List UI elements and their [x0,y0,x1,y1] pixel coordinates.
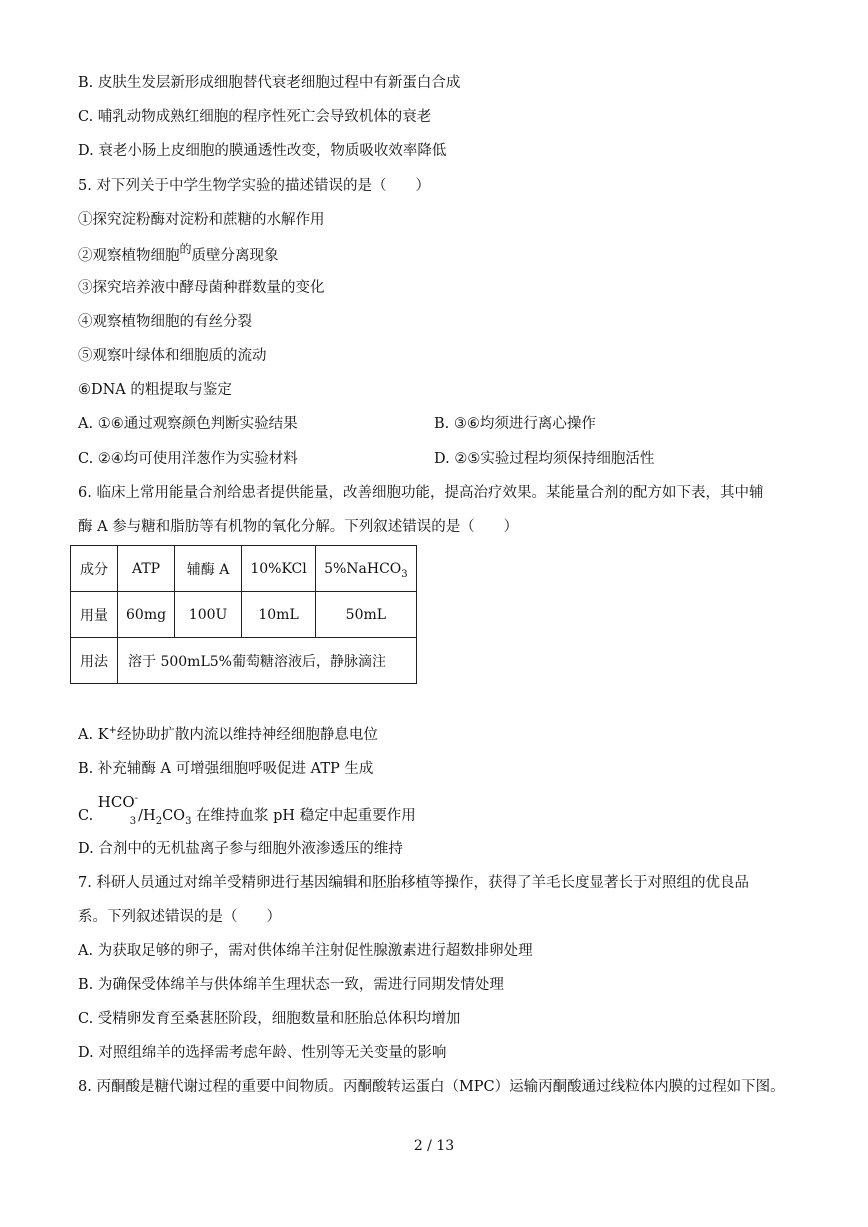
formula-table [70,545,417,684]
table-row [71,638,417,684]
option-7c: C. 受精卵发育至桑葚胚阶段，细胞数量和胚胎总体积均增加 [78,1011,461,1027]
option-5a: A. ①⑥通过观察颜色判断实验结果 [78,416,298,432]
option-4b: B. 皮肤生发层新形成细胞替代衰老细胞过程中有新蛋白合成 [78,75,461,91]
bicarbonate-formula [97,793,139,827]
table-cell: 60mg [118,592,175,638]
question-8: 8. 丙酮酸是糖代谢过程的重要中间物质。丙酮酸转运蛋白（MPC）运输丙酮酸通过线粒体内膜的过程如下图。 [78,1079,785,1095]
table-cell [316,546,417,592]
table-cell: 10%KCl [242,546,316,592]
item-2-part-c: 质壁分离现象 [191,248,279,264]
option-4c: C. 哺乳动物成熟红细胞的程序性死亡会导致机体的衰老 [78,109,432,125]
option-7a: A. 为获取足够的卵子，需对供体绵羊注射促性腺激素进行超数排卵处理 [78,943,533,959]
table-cell: 用量 [71,592,118,638]
option-6a-pre: A. K [78,727,109,743]
question-5: 5. 对下列关于中学生物学实验的描述错误的是（ ） [78,178,430,194]
table-cell: 溶于 500mL5%葡萄糖溶液后，静脉滴注 [118,638,417,684]
option-6c [78,793,416,827]
option-6c-co: CO [162,808,186,824]
hco-top [98,792,138,812]
page-number: 2 / 13 [413,1138,455,1154]
option-6c-pre: C. [78,808,98,824]
table-cell: 辅酶 A [175,546,242,592]
item-4: ④观察植物细胞的有丝分裂 [78,314,252,330]
question-7-line-2: 系。下列叙述错误的是（ ） [78,909,281,925]
item-2-part-a: ②观察植物细胞 [78,248,180,264]
item-2 [78,242,279,266]
option-5b: B. ③⑥均须进行离心操作 [434,416,596,432]
nahco-label: 5%NaHCO [324,560,402,577]
option-6d: D. 合剂中的无机盐离子参与细胞外液渗透压的维持 [78,841,403,857]
option-7b: B. 为确保受体绵羊与供体绵羊生理状态一致，需进行同期发情处理 [78,977,504,993]
hco-sup: - [134,793,139,804]
item-6: ⑥DNA 的粗提取与鉴定 [78,382,232,398]
hco-sub: 3 [129,815,137,827]
option-4d: D. 衰老小肠上皮细胞的膜通透性改变，物质吸收效率降低 [78,143,447,159]
option-6c-mid: /H [138,808,156,824]
option-6a-sup: + [108,725,117,737]
table-cell: 10mL [242,592,316,638]
table-cell: 成分 [71,546,118,592]
item-5: ⑤观察叶绿体和细胞质的流动 [78,348,267,364]
table-cell: 用法 [71,638,118,684]
table-row [71,592,417,638]
nahco-subscript: 3 [401,568,408,580]
table-cell: ATP [118,546,175,592]
option-5c: C. ②④均可使用洋葱作为实验材料 [78,451,298,467]
option-6c-tail: 在维持血浆 pH 稳定中起重要作用 [191,808,416,824]
item-2-raised: 的 [179,242,192,256]
table-cell: 50mL [316,592,417,638]
question-6-line-1: 6. 临床上常用能量合剂给患者提供能量，改善细胞功能，提高治疗效果。某能量合剂的配方如下表，其中辅 [78,485,764,501]
option-6a [78,725,378,745]
option-7d: D. 对照组绵羊的选择需考虑年龄、性别等无关变量的影响 [78,1045,447,1061]
option-6b: B. 补充辅酶 A 可增强细胞呼吸促进 ATP 生成 [78,761,374,777]
option-6c-sub3: 3 [185,815,192,827]
question-7-line-1: 7. 科研人员通过对绵羊受精卵进行基因编辑和胚胎移植等操作，获得了羊毛长度显著长于对照组的优良品 [78,875,749,891]
question-6-line-2: 酶 A 参与糖和脂肪等有机物的氧化分解。下列叙述错误的是（ ） [78,519,519,535]
option-5d: D. ②⑤实验过程均须保持细胞活性 [434,451,655,467]
option-6c-sub2: 2 [155,815,163,827]
hco-text: HCO [97,793,135,811]
item-3: ③探究培养液中酵母菌种群数量的变化 [78,280,325,296]
option-6a-post: 经协助扩散内流以维持神经细胞静息电位 [116,727,378,743]
table-row [71,546,417,592]
item-1: ①探究淀粉酶对淀粉和蔗糖的水解作用 [78,212,325,228]
table-cell: 100U [175,592,242,638]
